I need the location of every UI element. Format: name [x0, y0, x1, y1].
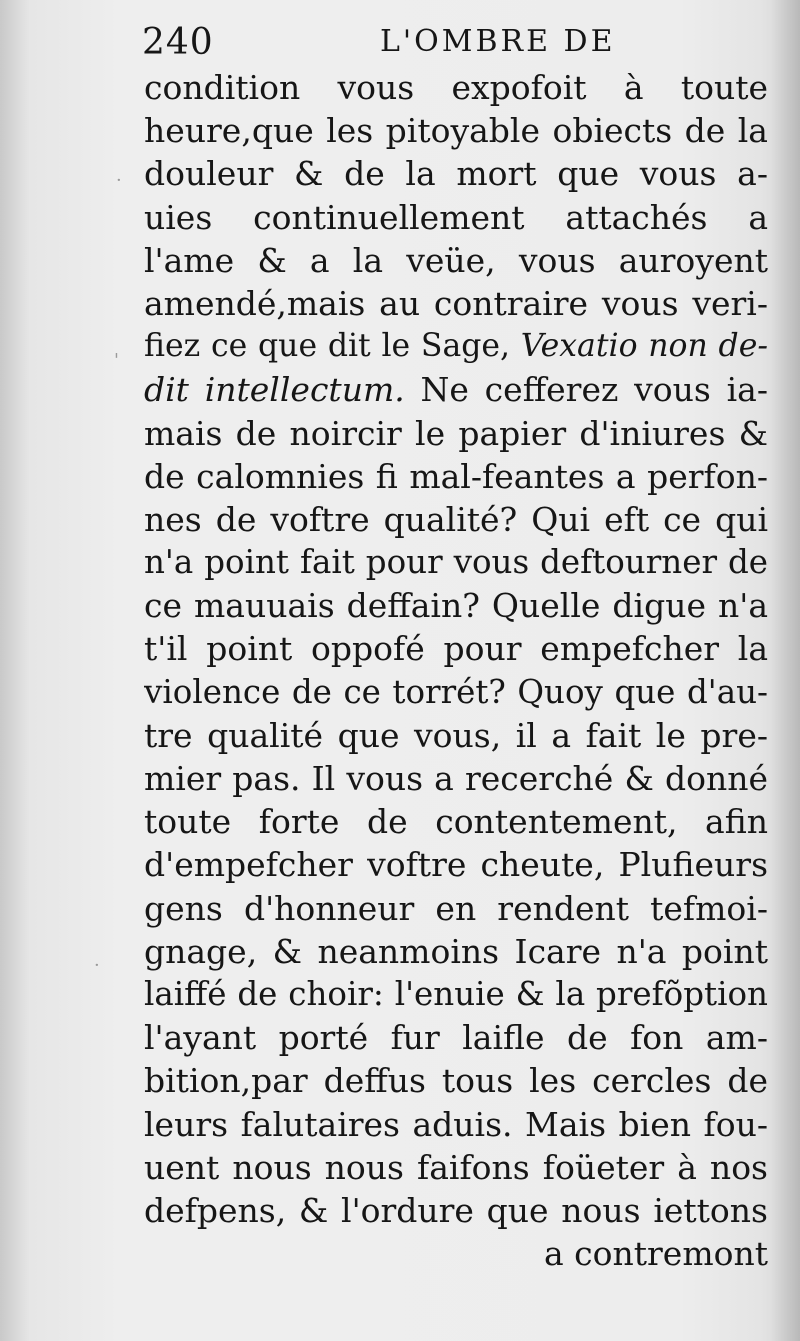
line-text: condition vous expofoit à toute [144, 68, 768, 107]
text-line [144, 282, 768, 325]
line-text: gnage, & neanmoins Icare n'a point [144, 931, 768, 971]
line-text: l'ayant porté fur laifle de fon am- [144, 1018, 768, 1058]
text-line [144, 196, 768, 239]
text-line [144, 714, 768, 757]
line-text: uies continuellement attachés a [144, 197, 768, 237]
text-line [144, 412, 768, 455]
text-line [144, 930, 768, 973]
text-line [144, 109, 768, 152]
text-line [144, 887, 768, 930]
line-text: mier pas. Il vous a recerché & donné [144, 759, 768, 798]
text-line [144, 1016, 768, 1059]
italic-quote: dit intellectum. [144, 370, 405, 410]
line-text: tre qualité que vous, il a fait le pre- [144, 715, 768, 755]
page-edge-shadow [770, 0, 800, 1341]
text-line [144, 325, 768, 368]
page-header [142, 22, 762, 72]
margin-speck: · [116, 170, 122, 191]
line-text: violence de ce torrét? Quoy que d'au- [144, 672, 768, 711]
running-head: L'OMBRE DE [380, 24, 616, 59]
line-text: a contremont [543, 1234, 768, 1274]
line-text: l'ame & a la veüe, vous auroyent [144, 240, 768, 280]
line-text: fiez ce que dit le Sage, [144, 328, 521, 365]
line-text: de calomnies fi mal-feantes a perfon- [144, 456, 768, 496]
line-text: heure,que les pitoyable obiects de la [144, 111, 768, 151]
line-text: mais de noircir le papier d'iniures & [144, 413, 768, 453]
line-text: laiffé de choir: l'enuie & la prefõption [144, 974, 768, 1013]
line-text: bition,par deffus tous les cercles de [144, 1061, 768, 1101]
line-text: amendé,mais au contraire vous veri- [144, 283, 768, 323]
text-line [144, 800, 768, 843]
text-line [144, 455, 768, 498]
line-text: n'a point fait pour vous deftourner de [144, 543, 768, 582]
text-line [144, 498, 768, 541]
line-text: nes de voftre qualité? Qui eft ce qui [144, 499, 768, 539]
text-line [144, 757, 768, 800]
line-text: toute forte de contentement, afin [144, 802, 768, 842]
margin-speck: ' [114, 350, 119, 371]
text-line [144, 152, 768, 195]
text-line [144, 627, 768, 670]
text-line [144, 1059, 768, 1102]
text-line [144, 1146, 768, 1189]
line-text: defpens, & l'ordure que nous iettons [144, 1190, 768, 1230]
page-number: 240 [142, 22, 214, 63]
margin-speck: · [94, 955, 100, 976]
line-text: leurs falutaires aduis. Mais bien fou- [144, 1104, 768, 1144]
text-line [144, 584, 768, 627]
line-text: douleur & de la mort que vous a- [144, 154, 768, 194]
text-line [144, 541, 768, 584]
line-text: d'empefcher voftre cheute, Plufieurs [144, 845, 768, 885]
line-text: Ne cefferez vous ia- [404, 370, 768, 410]
text-line [144, 368, 768, 411]
text-line [144, 1232, 768, 1275]
text-line [144, 671, 768, 714]
line-text: ce mauuais deffain? Quelle digue n'a [144, 586, 768, 626]
line-text: t'il point oppofé pour empefcher la [144, 629, 768, 669]
text-line [144, 843, 768, 886]
text-line [144, 66, 768, 109]
text-line [144, 973, 768, 1016]
line-text: gens d'honneur en rendent tefmoi- [144, 888, 768, 928]
body-text [144, 66, 768, 1275]
text-line [144, 1103, 768, 1146]
italic-quote: Vexatio non de- [520, 328, 768, 365]
text-line [144, 239, 768, 282]
line-text: uent nous nous faifons foüeter à nos [144, 1147, 768, 1187]
text-line [144, 1189, 768, 1232]
